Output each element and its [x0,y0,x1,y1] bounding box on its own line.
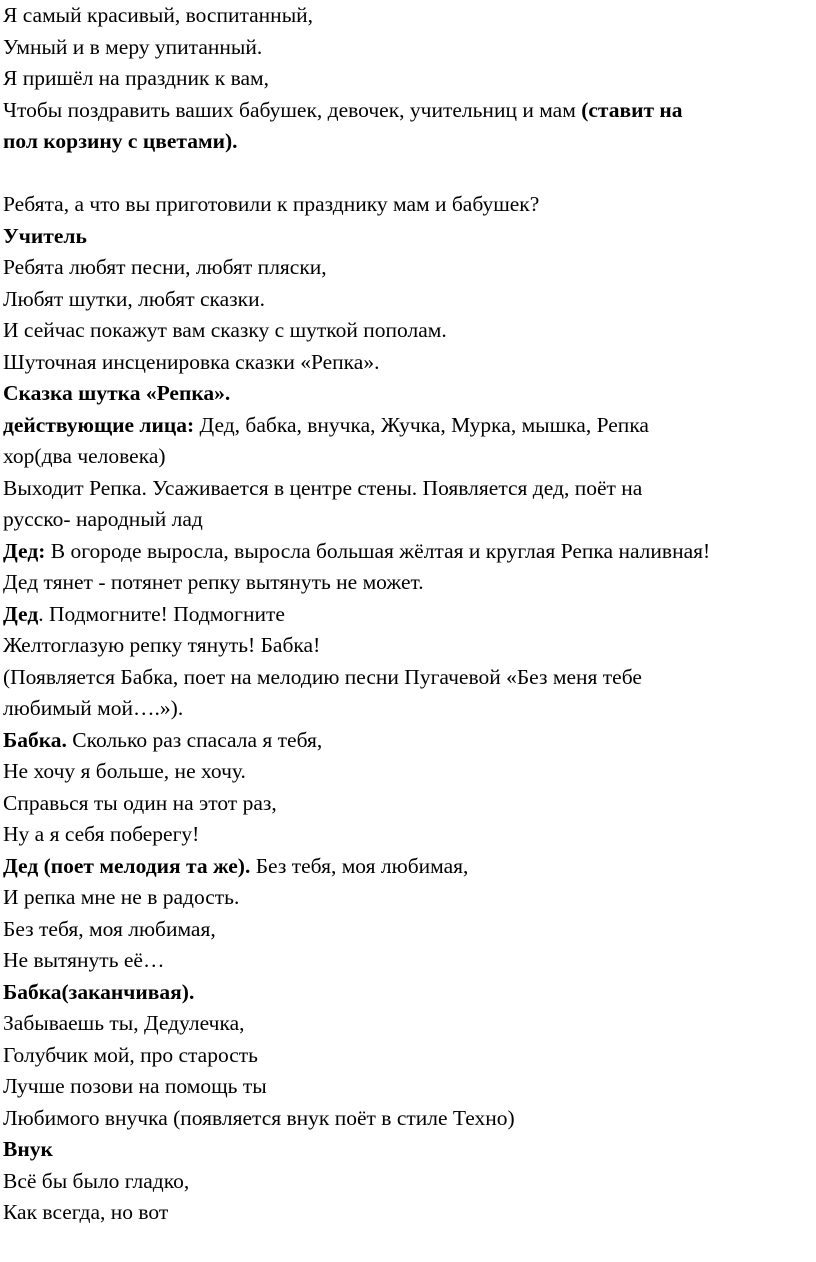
text-line [3,1197,811,1229]
regular-text: Справься ты один на этот раз, [3,790,277,815]
bold-text: пол корзину с цветами). [3,129,238,153]
text-line [3,1040,811,1072]
regular-text: Я самый красивый, воспитанный, [3,3,314,27]
bold-text: (ставит на [581,97,683,122]
text-line [3,504,811,536]
bold-text: Дед [3,601,39,626]
regular-text: Умный и в меру упитанный. [3,34,263,59]
text-line [3,819,811,851]
text-line [3,347,811,379]
regular-text: Всё бы было гладко, [3,1168,190,1193]
text-line [3,882,811,914]
regular-text: Как всегда, но вот [3,1200,169,1224]
regular-text: Чтобы поздравить ваших бабушек, девочек, учительниц и мам [3,97,582,122]
text-line [3,221,811,253]
text-line [3,914,811,946]
regular-text: Ну а я себя поберегу! [3,822,200,846]
text-line [3,63,811,95]
text-line [3,756,811,788]
text-line [3,410,811,442]
text-line [3,662,811,694]
text-line [3,0,811,32]
text-line [3,252,811,284]
regular-text: Без тебя, моя любимая, [3,916,216,941]
bold-text: Бабка. [3,727,67,752]
document-page [3,0,811,1229]
text-line [3,284,811,316]
text-line [3,1103,811,1135]
regular-text: Лучше позови на помощь ты [3,1074,267,1098]
text-line [3,630,811,662]
regular-text: Любимого внучка (появляется внук поёт в стиле Техно) [3,1105,515,1130]
text-line [3,567,811,599]
regular-text: И репка мне не в радость. [3,885,240,909]
regular-text: В огороде выросла, выросла большая жёлтая и круглая Репка наливная! [45,538,711,563]
bold-text: Учитель [3,223,87,248]
text-line [3,32,811,64]
text-line [3,599,811,631]
text-line [3,945,811,977]
regular-text: Без тебя, моя любимая, [250,853,469,878]
text-line [3,126,811,158]
bold-text: действующие лица: [3,412,195,437]
regular-text: любимый мой….»). [3,696,184,720]
regular-text: Ребята, а что вы приготовили к празднику мам и бабушек? [3,192,540,216]
text-line [3,189,811,221]
regular-text: . Подмогните! Подмогните [38,601,285,626]
text-line [3,1008,811,1040]
text-line [3,851,811,883]
text-line [3,977,811,1009]
regular-text: (Появляется Бабка, поет на мелодию песни Пугачевой «Без меня тебе [3,664,642,689]
regular-text: Голубчик мой, про старость [3,1042,258,1067]
text-line [3,95,811,127]
regular-text: русско- народный лад [3,507,203,531]
text-line [3,441,811,473]
regular-text: Ребята любят песни, любят пляски, [3,255,327,279]
bold-text: Сказка шутка «Репка». [3,381,231,405]
regular-text: Любят шутки, любят сказки. [3,286,265,311]
regular-text: Не хочу я больше, не хочу. [3,759,246,783]
regular-text: Шуточная инсценировка сказки «Репка». [3,349,380,374]
regular-text: Желтоглазую репку тянуть! Бабка! [3,633,321,657]
regular-text: Не вытянуть её… [3,948,165,972]
regular-text: хор(два человека) [3,444,166,468]
text-line [3,1134,811,1166]
text-line [3,315,811,347]
regular-text: Выходит Репка. Усаживается в центре стены. Появляется дед, поёт на [3,475,643,500]
text-line [3,473,811,505]
regular-text: Дед тянет - потянет репку вытянуть не может. [3,570,424,594]
bold-text: Дед: [3,538,46,563]
text-line [3,725,811,757]
regular-text: И сейчас покажут вам сказку с шуткой пополам. [3,318,447,342]
bold-text: Внук [3,1137,53,1161]
text-line [3,378,811,410]
regular-text: Забываешь ты, Дедулечка, [3,1011,245,1035]
text-line [3,1071,811,1103]
text-line [3,693,811,725]
blank-line [3,158,811,190]
bold-text: Дед (поет мелодия та же). [3,853,251,878]
bold-text: Бабка(заканчивая). [3,979,195,1004]
regular-text: Я пришёл на праздник к вам, [3,66,269,90]
text-line [3,536,811,568]
text-line [3,788,811,820]
regular-text: Дед, бабка, внучка, Жучка, Мурка, мышка, Репка [194,412,649,437]
text-line [3,1166,811,1198]
regular-text: Сколько раз спасала я тебя, [66,727,323,752]
